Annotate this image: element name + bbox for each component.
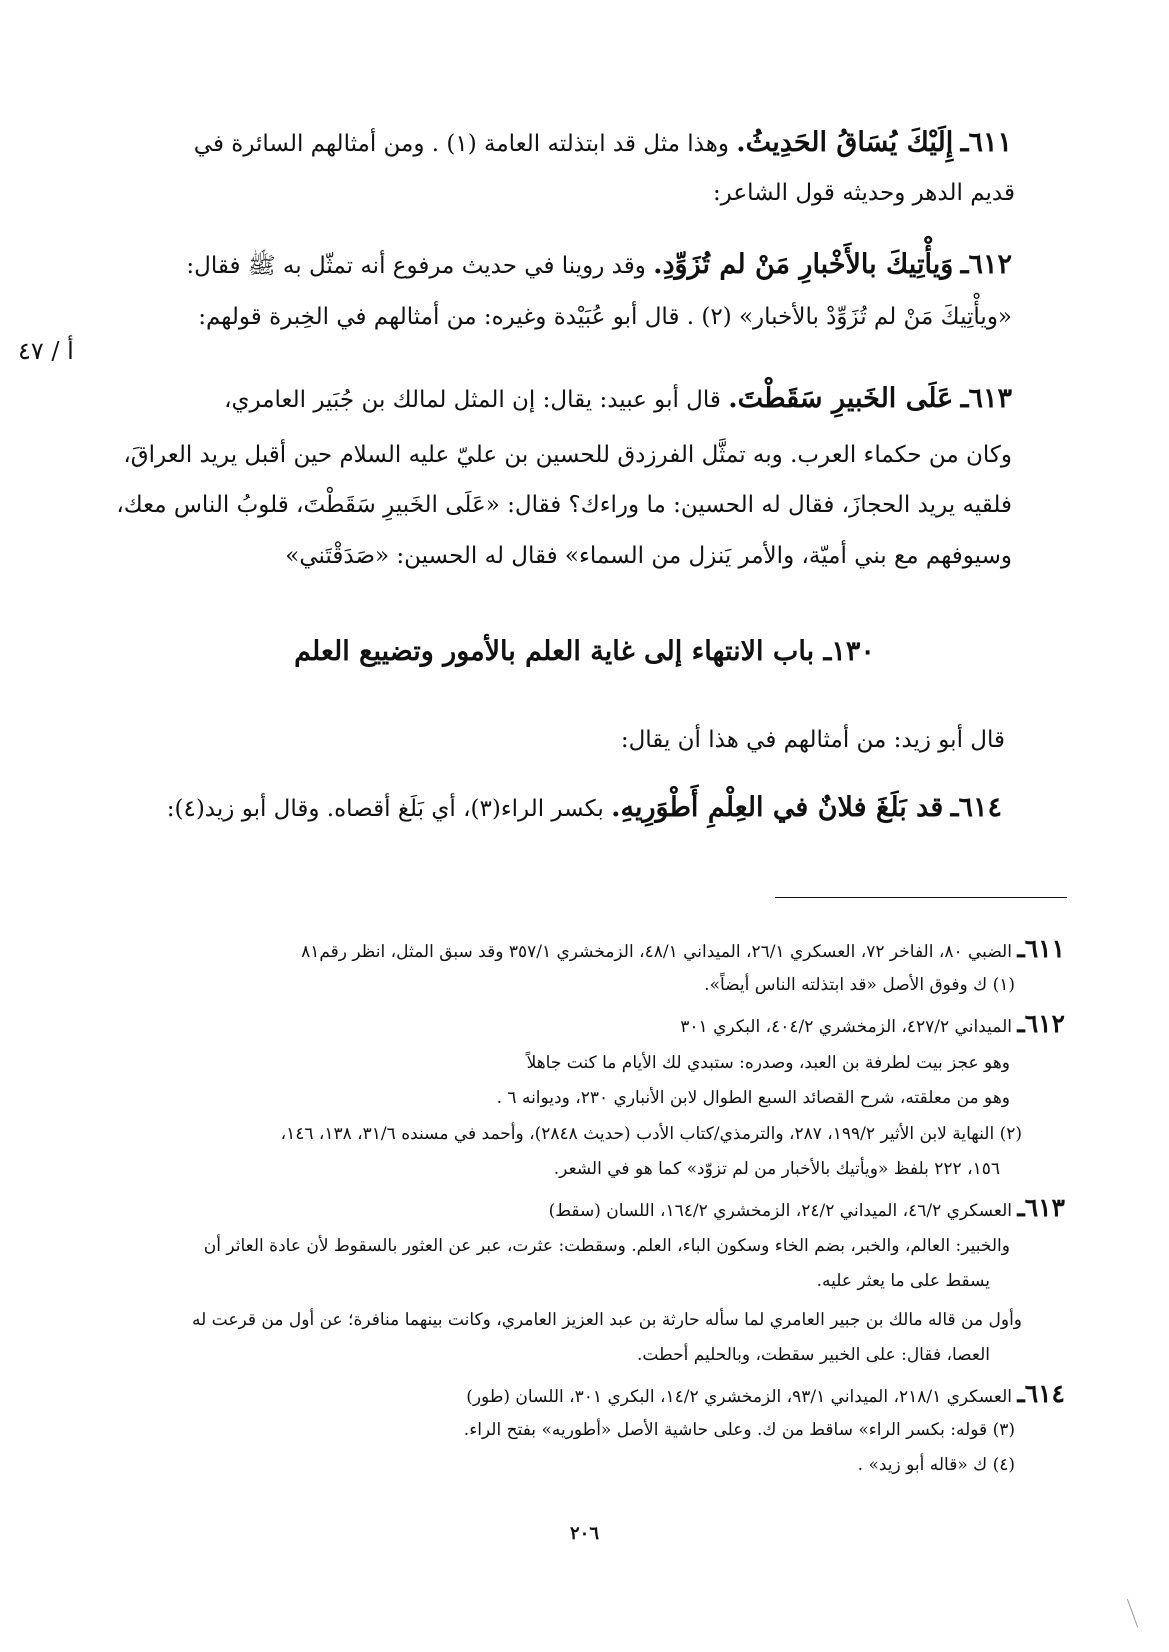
entry-613-line4: وسيوفهم مع بني أميّة، والأمر يَنزل من السماء» فقال له الحسين: «صَدَقْتَني» <box>285 543 1012 569</box>
footnote-line: ١٥٦، ٢٢٢ بلفظ «ويأتيك بالأخبار من لم تزوّد» كما هو في الشعر. <box>553 1159 1000 1179</box>
footnote-separator <box>775 897 1067 898</box>
entry-612-proverb: وَيأْتِيكَ بالأَخْبارِ مَنْ لم تُزَوِّدِ. <box>653 249 954 280</box>
entry-613-line3: فلقيه يريد الحجازَ، فقال له الحسين: ما وراءك؟ فقال: «عَلَى الخَبيرِ سَقَطْتَ، قلوبُ الناس معك، <box>116 492 1012 518</box>
footnote-number: ٦١٢ـ <box>1017 1009 1065 1038</box>
footnote-line: والخبير: العالم، والخبر، بضم الخاء وسكون الباء، العلم. وسقطت: عثرت، عبر عن العثور بالسقوط لأن عادة العاثر أن <box>203 1236 1010 1256</box>
entry-614-text: بكسر الراء(٣)، أي بَلَغ أقصاه. وقال أبو زيد(٤): <box>166 796 604 822</box>
entry-613-number: ٦١٣ـ <box>960 383 1012 414</box>
entry-611-number: ٦١١ـ <box>960 127 1012 158</box>
footnote-number: ٦١٣ـ <box>1017 1193 1065 1222</box>
page-number: ٢٠٦ <box>569 1523 599 1544</box>
entry-612-line1 <box>0 250 1012 281</box>
entry-611-text: وهذا مثل قد ابتذلته العامة (١) . ومن أمثالهم السائرة في <box>193 131 729 157</box>
entry-612-text: وقد روينا في حديث مرفوع أنه تمثّل به ﷺ فقال: <box>186 253 646 279</box>
footnote-line: (٢) النهاية لابن الأثير ١٩٩/٢، ٢٨٧، والترمذي/كتاب الأدب (حديث ٢٨٤٨)، وأحمد في مسنده ٣١/٦، ١٣٨، ١٤٦، <box>280 1124 1022 1144</box>
footnote-text: الضبي ٨٠، الفاخر ٧٢، العسكري ٢٦/١، الميداني ٤٨/١، الزمخشري ٣٥٧/١ وقد سبق المثل، انظر رقم٨١ <box>301 942 1012 962</box>
entry-611-proverb: إِلَيْكَ يُسَاقُ الحَدِيثُ. <box>736 127 954 158</box>
footnote-line: (٤) ك «قاله أبو زيد» . <box>857 1455 1015 1475</box>
scan-mark <box>1127 1599 1139 1628</box>
footnote-614-sources <box>0 1379 1065 1409</box>
entry-614-line1 <box>0 793 1002 824</box>
entry-612-line2: «ويأْتِيكَ مَنْ لم تُزَوِّدْ بالأخبار» (٢) . قال أبو عُبَيْدة وغيره: من أمثالهم في الخِبرة قولهم: <box>198 304 1012 330</box>
footnote-line: وهو عجز بيت لطرفة بن العبد، وصدره: ستبدي لك الأيام ما كنت جاهلاً <box>526 1053 1010 1073</box>
entry-612-number: ٦١٢ـ <box>960 249 1012 280</box>
entry-613-proverb: عَلَى الخَبيرِ سَقَطْتَ. <box>728 383 954 414</box>
footnote-line: (٣) قوله: بكسر الراء» ساقط من ك. وعلى حاشية الأصل «أطوريه» بفتح الراء. <box>463 1420 1015 1440</box>
footnote-text: الميداني ٤٢٧/٢، الزمخشري ٤٠٤/٢، البكري ٣٠١ <box>680 1017 1012 1037</box>
entry-614-number: ٦١٤ـ <box>950 792 1002 823</box>
footnote-line: العصا، فقال: على الخبير سقطت، وبالحليم أحطت. <box>637 1345 990 1365</box>
entry-611-line1 <box>0 128 1012 159</box>
entry-613-line1 <box>0 384 1012 415</box>
footnote-612-sources <box>0 1009 1065 1039</box>
footnote-line: يسقط على ما يعثر عليه. <box>816 1271 990 1291</box>
footnote-number: ٦١٤ـ <box>1017 1379 1065 1408</box>
entry-611-line2: قديم الدهر وحديثه قول الشاعر: <box>712 180 1015 206</box>
footnote-text: العسكري ٤٦/٢، الميداني ٢٤/٢، الزمخشري ١٦٤/٢، اللسان (سقط) <box>548 1201 1012 1221</box>
footnote-613-sources <box>0 1193 1065 1223</box>
chapter-heading: ١٣٠ـ باب الانتهاء إلى غاية العلم بالأمور وتضييع العلم <box>294 636 875 667</box>
footnote-line: وهو من معلقته، شرح القصائد السبع الطوال لابن الأنباري ٢٣٠، وديوانه ٦ . <box>496 1088 1010 1108</box>
footnote-text: العسكري ٢١٨/١، الميداني ٩٣/١، الزمخشري ١٤/٢، البكري ٣٠١، اللسان (طور) <box>466 1387 1012 1407</box>
chapter-intro: قال أبو زيد: من أمثالهم في هذا أن يقال: <box>620 727 1005 753</box>
entry-614-proverb: قد بَلَغَ فلانٌ في العِلْمِ أَطْوَرِيهِ. <box>611 792 944 823</box>
footnote-number: ٦١١ـ <box>1017 934 1065 963</box>
entry-613-line2: وكان من حكماء العرب. وبه تمثَّل الفرزدق للحسين بن عليّ عليه السلام حين أقبل يريد العراقَ، <box>123 442 1012 468</box>
footnote-611-sources <box>0 934 1065 964</box>
entry-613-text: قال أبو عبيد: يقال: إن المثل لمالك بن جُبَير العامري، <box>224 387 721 413</box>
footnote-line: (١) ك وفوق الأصل «قد ابتذلته الناس أيضاً». <box>704 975 1015 995</box>
margin-folio-note: أ / ٤٧ <box>18 337 74 365</box>
footnote-line: وأول من قاله مالك بن جبير العامري لما سأله حارثة بن عبد العزيز العامري، وكانت بينهما منافرة؛ عن أول من قرعت له <box>191 1310 1022 1330</box>
